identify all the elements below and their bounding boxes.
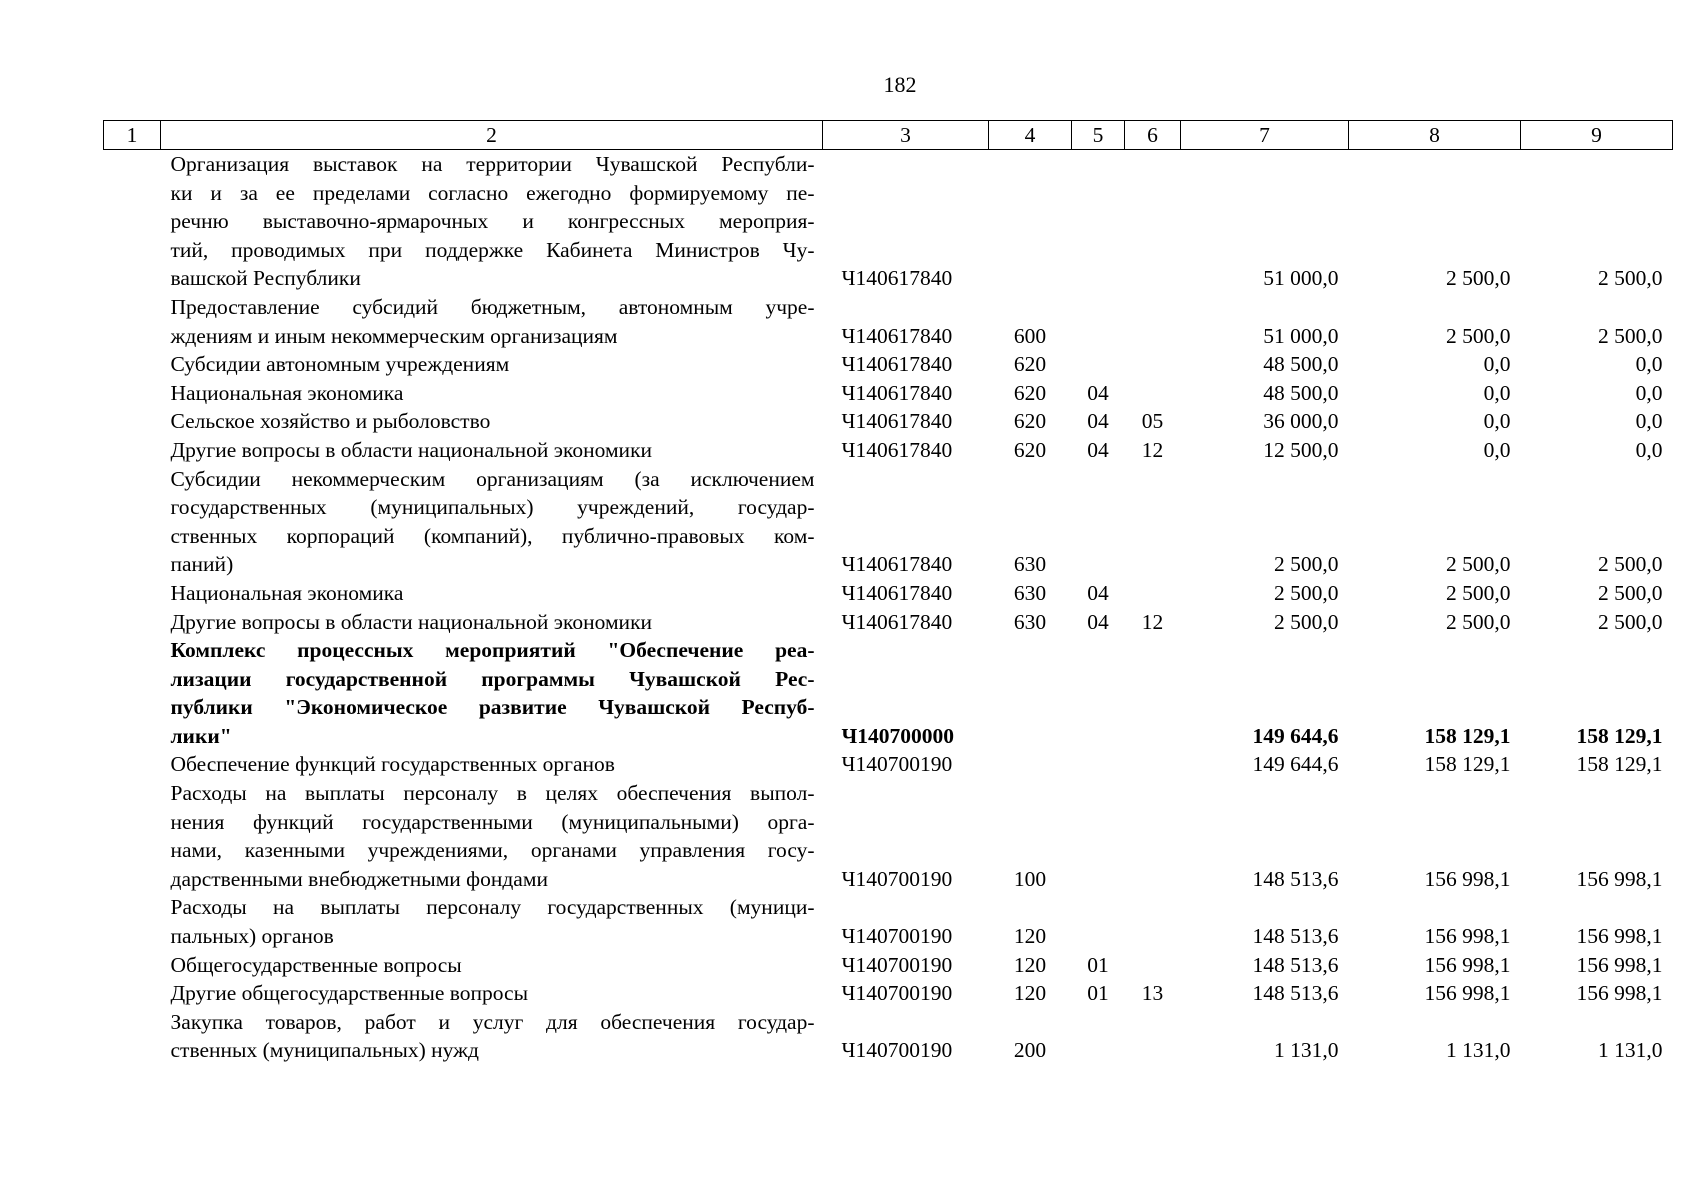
expense-type-cell: 620	[1013, 380, 1047, 405]
subsection-cell	[1125, 779, 1181, 893]
subsection-cell	[1125, 150, 1181, 293]
row-name-line: паний)	[170, 552, 234, 577]
row-number-cell	[104, 951, 161, 980]
amount-col7-cell: 48 500,0	[1263, 352, 1339, 377]
amount-col8-cell: 158 129,1	[1424, 723, 1511, 748]
section-cell	[1072, 293, 1125, 350]
subsection-cell	[1125, 293, 1181, 350]
table-row	[104, 436, 1673, 465]
amount-col8-cell: 0,0	[1483, 352, 1511, 377]
expense-type-cell	[989, 150, 1072, 293]
amount-col8-cell: 156 998,1	[1424, 981, 1511, 1006]
table-row	[104, 951, 1673, 980]
row-name-line: Организация выставок на территории Чувашской Республи-	[170, 152, 815, 176]
row-name-line: Субсидии автономным учреждениям	[170, 352, 510, 377]
amount-col7-cell: 1 131,0	[1274, 1038, 1339, 1063]
row-name-cell	[161, 579, 823, 608]
row-number-cell	[104, 379, 161, 408]
section-cell: 04	[1087, 437, 1109, 462]
amount-col7-cell: 36 000,0	[1263, 409, 1339, 434]
row-name-line: Субсидии некоммерческим организациям (за исключением	[170, 466, 815, 491]
amount-col9-cell: 2 500,0	[1598, 609, 1663, 634]
target-article-cell: Ч140617840	[841, 323, 953, 348]
row-name-line: нами, казенными учреждениями, органами управления госу-	[170, 838, 815, 863]
target-article-cell: Ч140700190	[841, 981, 953, 1006]
table-row	[104, 407, 1673, 436]
row-name-line: пальных) органов	[170, 924, 334, 949]
row-number-cell	[104, 893, 161, 950]
amount-col8-cell: 2 500,0	[1446, 266, 1511, 291]
target-article-cell: Ч140617840	[841, 380, 953, 405]
amount-col8-cell: 1 131,0	[1446, 1038, 1511, 1063]
row-name-line: Национальная экономика	[170, 380, 404, 405]
col-header-8: 8	[1349, 121, 1521, 150]
row-name-cell	[161, 407, 823, 436]
row-number-cell	[104, 350, 161, 379]
row-name-line: публики "Экономическое развитие Чувашской Респуб-	[170, 695, 815, 720]
col-header-2: 2	[161, 121, 823, 150]
amount-col7-cell: 2 500,0	[1274, 580, 1339, 605]
row-name-line: Предоставление субсидий бюджетным, автономным учре-	[170, 294, 815, 319]
amount-col7-cell: 148 513,6	[1252, 866, 1339, 891]
expense-type-cell: 600	[1013, 323, 1047, 348]
row-number-cell	[104, 779, 161, 893]
amount-col7-cell: 51 000,0	[1263, 323, 1339, 348]
row-name-cell	[161, 779, 823, 893]
col-header-1: 1	[104, 121, 161, 150]
row-name-line: тий, проводимых при поддержке Кабинета Министров Чу-	[170, 237, 815, 262]
table-row	[104, 379, 1673, 408]
amount-col9-cell: 1 131,0	[1598, 1038, 1663, 1063]
target-article-cell: Ч140617840	[841, 266, 953, 291]
amount-col8-cell: 156 998,1	[1424, 952, 1511, 977]
section-cell	[1072, 636, 1125, 750]
amount-col8-cell: 158 129,1	[1424, 752, 1511, 777]
target-article-cell: Ч140617840	[841, 437, 953, 462]
amount-col7-cell: 2 500,0	[1274, 552, 1339, 577]
subsection-cell	[1125, 579, 1181, 608]
section-cell	[1072, 465, 1125, 579]
target-article-cell: Ч140617840	[841, 409, 953, 434]
subsection-cell: 05	[1141, 409, 1164, 434]
amount-col8-cell: 156 998,1	[1424, 866, 1511, 891]
table-row	[104, 1008, 1673, 1065]
row-name-line: Обеспечение функций государственных органов	[170, 752, 615, 777]
row-name-line: Расходы на выплаты персоналу государственных (муници-	[170, 895, 815, 920]
section-cell: 01	[1087, 981, 1109, 1006]
row-name-line: Комплекс процессных мероприятий "Обеспечение реа-	[170, 638, 815, 663]
row-name-line: государственных (муниципальных) учреждений, государ-	[170, 495, 815, 520]
row-name-cell	[161, 750, 823, 779]
row-name-line: Другие вопросы в области национальной экономики	[170, 437, 653, 462]
col-header-5: 5	[1072, 121, 1125, 150]
row-name-cell	[161, 1008, 823, 1065]
row-name-line: Закупка товаров, работ и услуг для обеспечения государ-	[170, 1009, 815, 1034]
row-number-cell	[104, 293, 161, 350]
row-name-cell	[161, 979, 823, 1008]
amount-col9-cell: 0,0	[1635, 437, 1663, 462]
section-cell: 04	[1087, 380, 1109, 405]
row-number-cell	[104, 636, 161, 750]
amount-col7-cell: 48 500,0	[1263, 380, 1339, 405]
section-cell	[1072, 350, 1125, 379]
row-name-line: вашской Республики	[170, 266, 361, 291]
row-name-line: дарственными внебюджетными фондами	[170, 866, 548, 891]
amount-col9-cell: 0,0	[1635, 409, 1663, 434]
target-article-cell: Ч140617840	[841, 552, 953, 577]
subsection-cell	[1125, 951, 1181, 980]
amount-col7-cell: 2 500,0	[1274, 609, 1339, 634]
subsection-cell	[1125, 379, 1181, 408]
subsection-cell	[1125, 465, 1181, 579]
row-name-line: лизации государственной программы Чувашской Рес-	[170, 666, 815, 691]
amount-col9-cell: 156 998,1	[1576, 981, 1663, 1006]
expense-type-cell	[989, 750, 1072, 779]
row-number-cell	[104, 579, 161, 608]
table-body	[104, 150, 1673, 1066]
amount-col7-cell: 149 644,6	[1252, 752, 1339, 777]
row-number-cell	[104, 436, 161, 465]
amount-col9-cell: 2 500,0	[1598, 580, 1663, 605]
budget-table	[103, 120, 1673, 1065]
amount-col9-cell: 158 129,1	[1576, 752, 1663, 777]
table-row	[104, 750, 1673, 779]
table-row	[104, 293, 1673, 350]
row-number-cell	[104, 608, 161, 637]
row-name-line: Расходы на выплаты персоналу в целях обеспечения выпол-	[170, 781, 815, 806]
row-name-line: речню выставочно-ярмарочных и конгрессных мероприя-	[170, 209, 815, 234]
target-article-cell: Ч140700190	[841, 1038, 953, 1063]
expense-type-cell: 200	[1013, 1038, 1047, 1063]
row-name-cell	[161, 379, 823, 408]
row-name-line: Другие общегосударственные вопросы	[170, 981, 529, 1006]
table-row	[104, 150, 1673, 293]
table-row	[104, 779, 1673, 893]
target-article-cell: Ч140617840	[841, 352, 953, 377]
target-article-cell: Ч140700190	[841, 924, 953, 949]
section-cell	[1072, 779, 1125, 893]
subsection-cell	[1125, 636, 1181, 750]
amount-col7-cell: 51 000,0	[1263, 266, 1339, 291]
amount-col9-cell: 0,0	[1635, 352, 1663, 377]
expense-type-cell: 620	[1013, 409, 1047, 434]
table-row	[104, 608, 1673, 637]
target-article-cell: Ч140700190	[841, 952, 953, 977]
section-cell	[1072, 150, 1125, 293]
col-header-6: 6	[1125, 121, 1181, 150]
amount-col8-cell: 156 998,1	[1424, 924, 1511, 949]
row-name-cell	[161, 893, 823, 950]
row-number-cell	[104, 465, 161, 579]
table-row	[104, 579, 1673, 608]
section-cell	[1072, 893, 1125, 950]
row-name-line: нения функций государственными (муниципальными) орга-	[170, 809, 815, 834]
row-number-cell	[104, 407, 161, 436]
row-number-cell	[104, 1008, 161, 1065]
row-name-line: ственных корпораций (компаний), публично-правовых ком-	[170, 523, 815, 548]
row-name-line: Другие вопросы в области национальной экономики	[170, 609, 653, 634]
amount-col8-cell: 2 500,0	[1446, 609, 1511, 634]
row-name-line: ки и за ее пределами согласно ежегодно формируемому пе-	[170, 180, 815, 205]
table-row	[104, 636, 1673, 750]
amount-col8-cell: 2 500,0	[1446, 323, 1511, 348]
table-header-row	[104, 121, 1673, 150]
subsection-cell	[1125, 750, 1181, 779]
expense-type-cell: 630	[1013, 580, 1047, 605]
section-cell: 04	[1087, 580, 1109, 605]
target-article-cell: Ч140617840	[841, 609, 953, 634]
subsection-cell: 12	[1141, 437, 1164, 462]
expense-type-cell: 100	[1013, 866, 1047, 891]
row-number-cell	[104, 750, 161, 779]
row-name-cell	[161, 951, 823, 980]
expense-type-cell: 630	[1013, 609, 1047, 634]
row-name-line: Сельское хозяйство и рыболовство	[170, 409, 491, 434]
section-cell: 04	[1087, 609, 1109, 634]
amount-col8-cell: 0,0	[1483, 409, 1511, 434]
col-header-9: 9	[1521, 121, 1673, 150]
subsection-cell: 12	[1141, 609, 1164, 634]
amount-col9-cell: 156 998,1	[1576, 952, 1663, 977]
amount-col8-cell: 0,0	[1483, 380, 1511, 405]
amount-col9-cell: 0,0	[1635, 380, 1663, 405]
row-name-line: ственных (муниципальных) нужд	[170, 1038, 479, 1063]
amount-col7-cell: 148 513,6	[1252, 952, 1339, 977]
amount-col9-cell: 2 500,0	[1598, 552, 1663, 577]
subsection-cell	[1125, 1008, 1181, 1065]
expense-type-cell: 620	[1013, 352, 1047, 377]
col-header-4: 4	[989, 121, 1072, 150]
target-article-cell: Ч140700190	[841, 752, 953, 777]
amount-col9-cell: 156 998,1	[1576, 866, 1663, 891]
section-cell	[1072, 750, 1125, 779]
expense-type-cell: 630	[1013, 552, 1047, 577]
table-row	[104, 350, 1673, 379]
row-name-cell	[161, 636, 823, 750]
amount-col9-cell: 2 500,0	[1598, 266, 1663, 291]
row-name-line: Общегосударственные вопросы	[170, 952, 462, 977]
section-cell: 01	[1087, 952, 1109, 977]
section-cell: 04	[1087, 409, 1109, 434]
subsection-cell	[1125, 350, 1181, 379]
row-number-cell	[104, 150, 161, 293]
amount-col9-cell: 158 129,1	[1576, 723, 1663, 748]
section-cell	[1072, 1008, 1125, 1065]
row-name-cell	[161, 436, 823, 465]
expense-type-cell: 620	[1013, 437, 1047, 462]
row-name-line: ждениям и иным некоммерческим организациям	[170, 323, 618, 348]
amount-col7-cell: 148 513,6	[1252, 924, 1339, 949]
row-name-line: Национальная экономика	[170, 580, 404, 605]
page-number: 182	[883, 72, 917, 97]
row-name-cell	[161, 608, 823, 637]
row-name-cell	[161, 350, 823, 379]
col-header-7: 7	[1181, 121, 1349, 150]
expense-type-cell	[989, 636, 1072, 750]
col-header-3: 3	[823, 121, 989, 150]
amount-col9-cell: 2 500,0	[1598, 323, 1663, 348]
row-name-cell	[161, 150, 823, 293]
row-name-cell	[161, 465, 823, 579]
amount-col8-cell: 2 500,0	[1446, 552, 1511, 577]
amount-col7-cell: 148 513,6	[1252, 981, 1339, 1006]
row-name-cell	[161, 293, 823, 350]
target-article-cell: Ч140700000	[841, 723, 955, 748]
row-name-line: лики"	[170, 723, 232, 748]
row-number-cell	[104, 979, 161, 1008]
table-row	[104, 893, 1673, 950]
amount-col7-cell: 12 500,0	[1263, 437, 1339, 462]
expense-type-cell: 120	[1013, 924, 1047, 949]
subsection-cell	[1125, 893, 1181, 950]
expense-type-cell: 120	[1013, 981, 1047, 1006]
amount-col8-cell: 0,0	[1483, 437, 1511, 462]
target-article-cell: Ч140617840	[841, 580, 953, 605]
table-row	[104, 465, 1673, 579]
target-article-cell: Ч140700190	[841, 866, 953, 891]
table-row	[104, 979, 1673, 1008]
amount-col9-cell: 156 998,1	[1576, 924, 1663, 949]
amount-col8-cell: 2 500,0	[1446, 580, 1511, 605]
expense-type-cell: 120	[1013, 952, 1047, 977]
subsection-cell: 13	[1141, 981, 1164, 1006]
amount-col7-cell: 149 644,6	[1252, 723, 1339, 748]
